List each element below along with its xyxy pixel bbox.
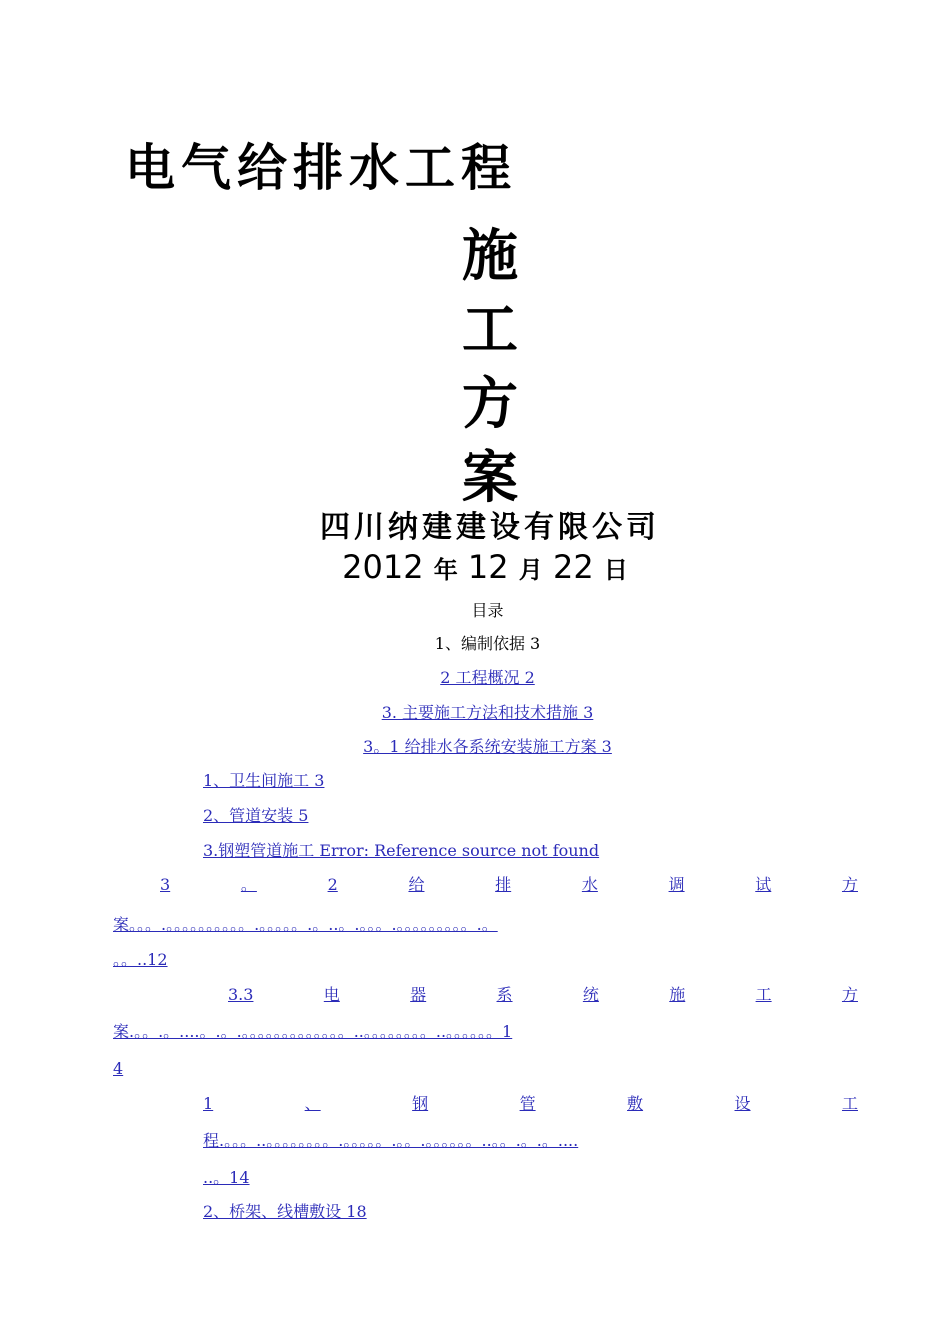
toc-word[interactable]: 2 (327, 875, 338, 894)
toc-item-3-2[interactable] (160, 874, 858, 896)
toc-item[interactable] (0, 702, 950, 724)
vertical-title-char-3: 方 (462, 372, 518, 437)
toc-word[interactable]: 1 (203, 1094, 214, 1113)
toc-item-text: 1、编制依据 3 (434, 634, 541, 653)
toc-item[interactable] (0, 667, 950, 689)
toc-word[interactable]: 敷 (627, 1094, 644, 1113)
date-month-char: 月 (518, 556, 543, 584)
toc-item[interactable] (0, 736, 950, 758)
toc-link[interactable]: 3。1 给排水各系统安装施工方案 3 (363, 737, 612, 756)
toc-dots[interactable]: 案。。。.。。。。。。。。。。.。。。。。.。..。.。。。.。。。。。。。。。.。 (113, 915, 498, 934)
toc-word[interactable]: 试 (755, 875, 772, 894)
toc-word[interactable]: 、 (304, 1094, 321, 1113)
toc-item[interactable] (203, 770, 324, 792)
vertical-title-char-1: 施 (462, 224, 518, 289)
date-year: 2012 (342, 548, 424, 586)
date-day-char: 日 (603, 556, 628, 584)
company-name: 四川纳建建设有限公司 (320, 510, 660, 545)
date-month: 12 (467, 548, 509, 586)
toc-item-steel-pipe[interactable] (203, 1093, 858, 1115)
toc-page-number[interactable]: ..。14 (203, 1168, 250, 1187)
toc-link[interactable]: 1、卫生间施工 3 (203, 771, 325, 790)
toc-word[interactable]: 3.3 (228, 985, 254, 1004)
toc-word[interactable]: 方 (841, 875, 858, 894)
toc-word[interactable]: 设 (734, 1094, 751, 1113)
toc-link[interactable]: 3. 主要施工方法和技术措施 3 (381, 703, 594, 722)
toc-link[interactable]: 3.钢塑管道施工 Error: Reference source not found (203, 841, 600, 860)
toc-dots[interactable]: 程.。。。..。。。。。。。。.。。。。。.。。.。。。。。。..。。.。.。.... (203, 1131, 579, 1150)
toc-link[interactable]: 2、桥架、线槽敷设 18 (203, 1202, 367, 1221)
toc-word[interactable]: 器 (410, 985, 427, 1004)
toc-link[interactable]: 2 工程概况 2 (440, 668, 535, 687)
toc-word[interactable]: 3 (160, 875, 171, 894)
toc-item[interactable] (203, 840, 599, 862)
toc-word[interactable]: 水 (581, 875, 598, 894)
toc-item[interactable] (203, 1201, 367, 1223)
toc-word[interactable]: 。 (240, 875, 257, 894)
toc-word[interactable]: 管 (519, 1094, 536, 1113)
toc-word[interactable]: 调 (668, 875, 685, 894)
toc-item[interactable] (203, 805, 308, 827)
toc-item-3-3[interactable] (153, 984, 858, 1006)
toc-word[interactable]: 系 (496, 985, 513, 1004)
toc-word[interactable]: 给 (408, 875, 425, 894)
vertical-title-char-2: 工 (462, 298, 518, 363)
vertical-title-char-4: 案 (462, 446, 518, 511)
date-day: 22 (552, 548, 594, 586)
document-date (0, 548, 950, 586)
toc-word[interactable]: 统 (582, 985, 599, 1004)
toc-word[interactable]: 工 (841, 1094, 858, 1113)
toc-word[interactable]: 方 (841, 985, 858, 1004)
toc-word[interactable]: 工 (755, 985, 772, 1004)
toc-page-number[interactable]: 4 (113, 1059, 124, 1078)
toc-item (0, 633, 950, 655)
toc-word[interactable]: 钢 (412, 1094, 429, 1113)
toc-link[interactable]: 2、管道安装 5 (203, 806, 309, 825)
toc-title: 目录 (471, 601, 504, 620)
toc-word[interactable]: 电 (323, 985, 340, 1004)
toc-word[interactable]: 施 (669, 985, 686, 1004)
toc-page-number[interactable]: 。。..12 (113, 950, 168, 969)
document-title: 电气给排水工程 (125, 139, 517, 197)
toc-word[interactable]: 排 (495, 875, 512, 894)
date-year-char: 年 (433, 556, 458, 584)
toc-dots[interactable]: 案.。。.。....。.。.。。。。。。。。。。。。。..。。。。。。。。..。。。。。。1 (113, 1022, 513, 1041)
